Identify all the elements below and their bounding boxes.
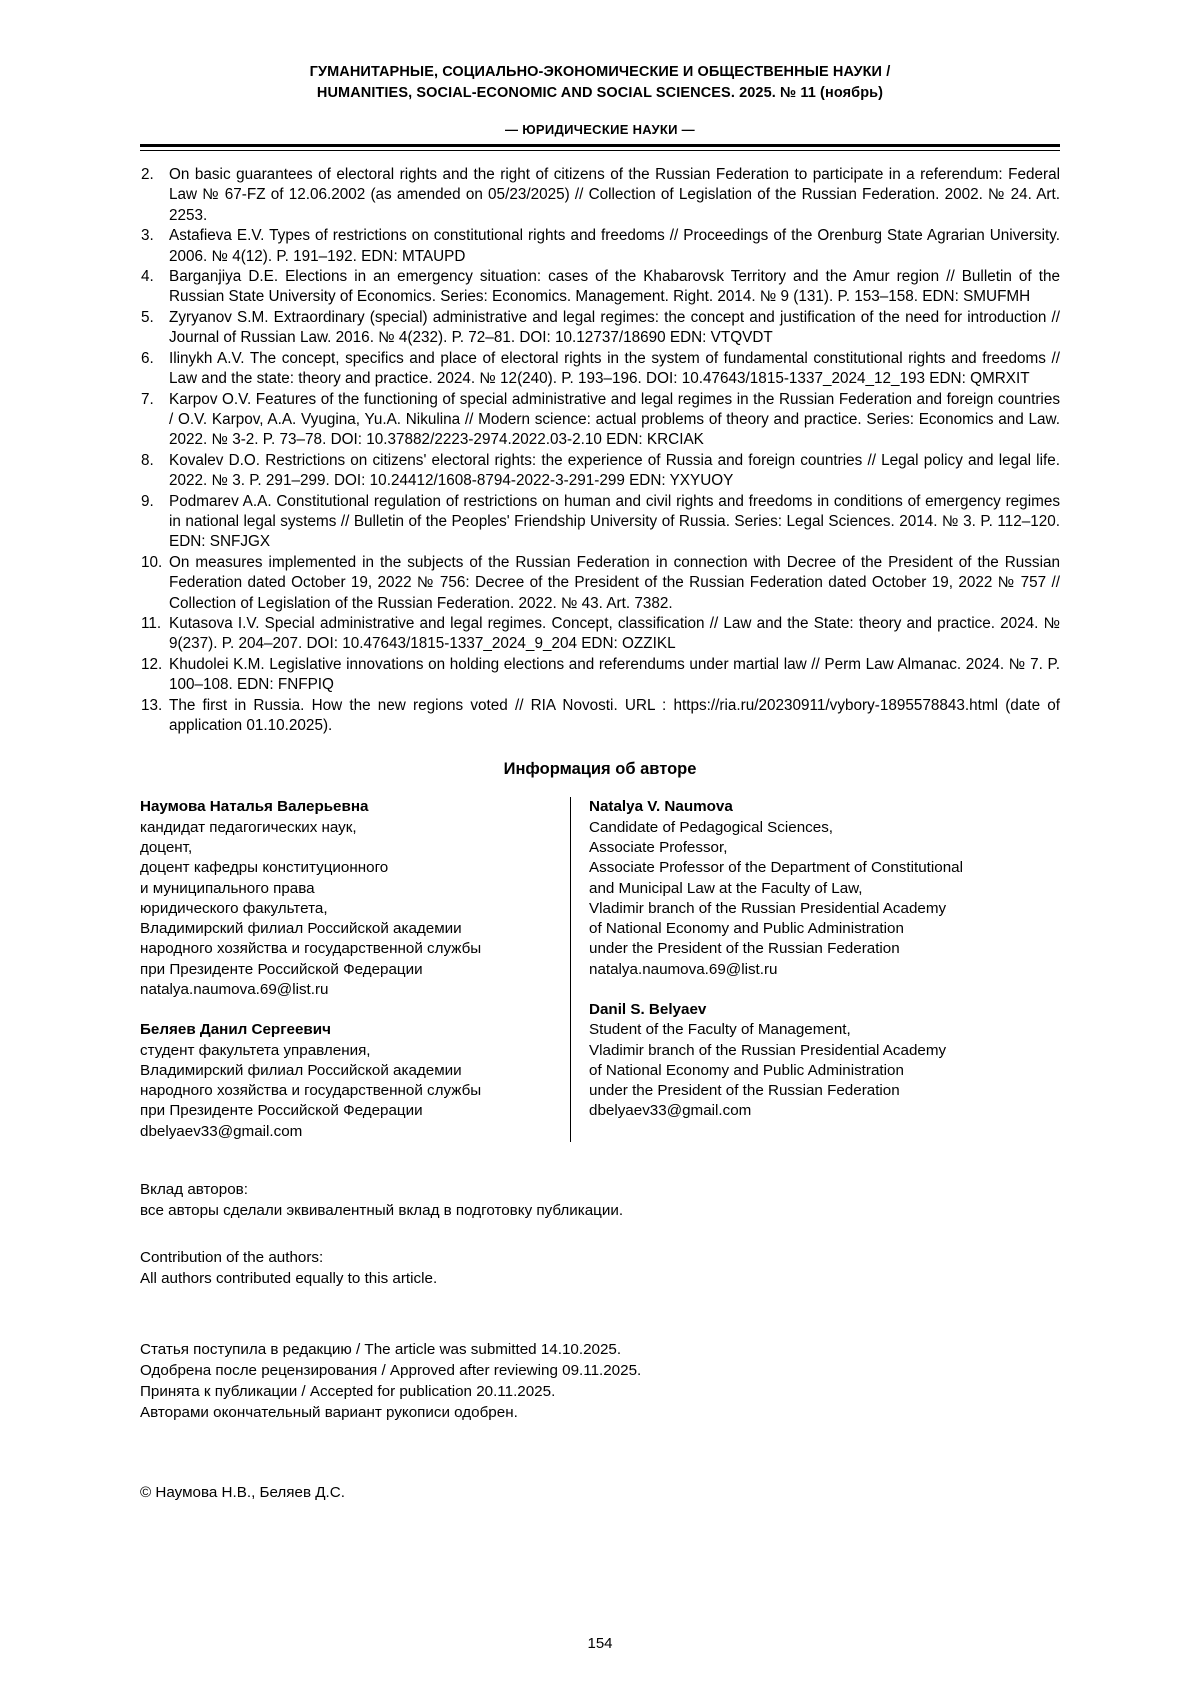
author-detail-line: of National Economy and Public Administration: [589, 1061, 904, 1079]
reference-number: 6.: [141, 349, 154, 367]
contribution-ru-title: Вклад авторов:: [140, 1180, 248, 1198]
date-accepted: Принята к публикации / Accepted for publication 20.11.2025.: [140, 1382, 556, 1400]
author-detail-line: народного хозяйства и государственной службы: [140, 940, 482, 958]
author-detail-line: under the President of the Russian Federation: [589, 1082, 900, 1100]
journal-header: [140, 62, 1060, 104]
section-heading: — ЮРИДИЧЕСКИЕ НАУКИ —: [505, 122, 695, 138]
reference-number: 3.: [141, 227, 154, 245]
reference-text: Karpov O.V. Features of the functioning of special administrative and legal regimes in the Russian Federation and foreign countries / O.V. Karpov, A.A. Vyugina, Yu.A. Nikulina // Modern science: actual problems of theory and practice. Series: Economics and Law. 2022. № 3-2. P. 73–78. DOI: 10.37882/2223-2974.2022.03-2.10 EDN: KRCIAK: [169, 390, 1060, 449]
reference-item: [140, 553, 1060, 614]
reference-item: [140, 165, 1060, 226]
author-name: Беляев Данил Сергеевич: [140, 1021, 331, 1039]
author-detail-line: and Municipal Law at the Faculty of Law,: [589, 879, 863, 897]
reference-text: Podmarev A.A. Constitutional regulation of restrictions on human and civil rights and freedoms in conditions of emergency regimes in national legal systems // Bulletin of the Peoples' Friendship University of Russia. Series: Legal Sciences. 2014. № 3. P. 112–120. EDN: SNFJGX: [169, 492, 1060, 551]
submission-dates: [140, 1340, 1060, 1424]
author-detail-line: Vladimir branch of the Russian Presidential Academy: [589, 899, 947, 917]
date-submitted: Статья поступила в редакцию / The article was submitted 14.10.2025.: [140, 1340, 622, 1358]
journal-title-en: HUMANITIES, SOCIAL-ECONOMIC AND SOCIAL SCIENCES. 2025. № 11 (ноябрь): [316, 85, 884, 102]
journal-title-ru: ГУМАНИТАРНЫЕ, СОЦИАЛЬНО-ЭКОНОМИЧЕСКИЕ И ОБЩЕСТВЕННЫЕ НАУКИ /: [309, 64, 891, 80]
reference-text: Khudolei K.M. Legislative innovations on holding elections and referendums under martial law // Perm Law Almanac. 2024. № 7. P. 100–108. EDN: FNFPIQ: [169, 655, 1060, 694]
author-detail-line: Владимирский филиал Российской академии: [140, 920, 462, 938]
reference-number: 11.: [141, 614, 162, 632]
author-email: dbelyaev33@gmail.com: [589, 1102, 752, 1120]
reference-item: [140, 308, 1060, 349]
author-detail-line: доцент кафедры конституционного: [140, 859, 389, 877]
reference-number: 9.: [141, 492, 154, 510]
reference-text: The first in Russia. How the new regions voted // RIA Novosti. URL : https://ria.ru/20230911/vybory-1895578843.html (date of application 01.10.2025).: [169, 696, 1060, 734]
date-approved: Одобрена после рецензирования / Approved after reviewing 09.11.2025.: [140, 1361, 642, 1379]
author-detail-line: при Президенте Российской Федерации: [140, 960, 423, 978]
contribution-en: [140, 1248, 1060, 1290]
reference-text: Ilinykh A.V. The concept, specifics and place of electoral rights in the system of fundamental constitutional rights and freedoms // Law and the state: theory and practice. 2024. № 12(240). P. 193–196. DOI: 10.47643/1815-1337_2024_12_193 EDN: QMRXIT: [169, 349, 1060, 388]
contribution-ru-text: все авторы сделали эквивалентный вклад в подготовку публикации.: [140, 1201, 624, 1219]
author-detail-line: Associate Professor of the Department of Constitutional: [589, 859, 963, 877]
reference-item: [140, 226, 1060, 267]
author-detail-line: юридического факультета,: [140, 899, 328, 917]
copyright-line: © Наумова Н.В., Беляев Д.С.: [140, 1483, 345, 1501]
reference-item: [140, 390, 1060, 451]
author-email: dbelyaev33@gmail.com: [140, 1122, 303, 1140]
reference-number: 8.: [141, 451, 154, 469]
author-detail-line: Student of the Faculty of Management,: [589, 1021, 851, 1039]
author-detail-line: при Президенте Российской Федерации: [140, 1102, 423, 1120]
manuscript-approval-note: Авторами окончательный вариант рукописи одобрен.: [140, 1403, 518, 1421]
contribution-en-title: Contribution of the authors:: [140, 1248, 324, 1266]
author-entry: [140, 797, 556, 1000]
reference-item: [140, 492, 1060, 553]
reference-item: [140, 267, 1060, 308]
reference-number: 4.: [141, 268, 154, 286]
page-number: 154: [587, 1635, 613, 1652]
reference-text: Kutasova I.V. Special administrative and legal regimes. Concept, classification // Law and the State: theory and practice. 2024. № 9(237). P. 204–207. DOI: 10.47643/1815-1337_2024_9_204 EDN: OZZIKL: [169, 614, 1060, 653]
author-info-block: [140, 797, 1060, 1142]
reference-text: Zyryanov S.M. Extraordinary (special) administrative and legal regimes: the concept and justification of the need for introduction // Journal of Russian Law. 2016. № 4(232). P. 72–81. DOI: 10.12737/18690 EDN: VTQVDT: [169, 308, 1060, 347]
author-entry: [140, 1020, 556, 1142]
author-detail-line: кандидат педагогических наук,: [140, 818, 357, 836]
author-detail-line: Vladimir branch of the Russian Presidential Academy: [589, 1041, 947, 1059]
author-detail-line: under the President of the Russian Federation: [589, 940, 900, 958]
column-divider: [570, 797, 571, 1142]
author-detail-line: Владимирский филиал Российской академии: [140, 1061, 462, 1079]
reference-text: Barganjiya D.E. Elections in an emergency situation: cases of the Khabarovsk Territory and the Amur region // Bulletin of the Russian State University of Economics. Series: Economics. Management. Right. 2014. № 9 (131). P. 153–158. EDN: SMUFMH: [169, 268, 1060, 306]
reference-text: On basic guarantees of electoral rights and the right of citizens of the Russian Federation to participate in a referendum: Federal Law № 67-FZ of 12.06.2002 (as amended on 05/23/2025) // Collection of Legislation of the Russian Federation. 2002. № 24. Art. 2253.: [169, 166, 1060, 224]
reference-number: 7.: [141, 390, 154, 408]
reference-item: [140, 614, 1060, 655]
reference-item: [140, 696, 1060, 737]
reference-number: 10.: [141, 553, 163, 571]
reference-text: Kovalev D.O. Restrictions on citizens' electoral rights: the experience of Russia and foreign countries // Legal policy and legal life. 2022. № 3. P. 291–299. DOI: 10.24412/1608-8794-2022-3-291-299 EDN: YXYUOY: [169, 451, 1060, 490]
reference-number: 2.: [141, 166, 154, 184]
author-detail-line: доцент,: [140, 838, 193, 856]
reference-number: 5.: [141, 308, 154, 326]
author-entry: [589, 1000, 1060, 1122]
contribution-ru: [140, 1180, 1060, 1222]
reference-text: On measures implemented in the subjects of the Russian Federation in connection with Decree of the President of the Russian Federation dated October 19, 2022 № 756: Decree of the President of the Russian Federation dated October 19, 2022 № 757 // Collection of Legislation of the Russian Federation. 2022. № 43. Art. 7382.: [169, 553, 1060, 612]
header-divider: [140, 144, 1060, 151]
reference-item: [140, 451, 1060, 492]
references-list: [140, 165, 1060, 736]
author-detail-line: Candidate of Pedagogical Sciences,: [589, 818, 834, 836]
author-email: natalya.naumova.69@list.ru: [140, 980, 329, 998]
author-detail-line: и муниципального права: [140, 879, 315, 897]
author-email: natalya.naumova.69@list.ru: [589, 960, 778, 978]
author-entry: [589, 797, 1060, 980]
author-column-ru: [140, 797, 570, 1142]
author-detail-line: Associate Professor,: [589, 838, 728, 856]
reference-item: [140, 349, 1060, 390]
reference-number: 13.: [141, 696, 163, 714]
reference-number: 12.: [141, 655, 163, 673]
author-name: Natalya V. Naumova: [589, 798, 733, 816]
author-info-title: Информация об авторе: [503, 760, 697, 779]
author-name: Danil S. Belyaev: [589, 1000, 707, 1018]
author-name: Наумова Наталья Валерьевна: [140, 798, 369, 816]
author-detail-line: студент факультета управления,: [140, 1041, 371, 1059]
contribution-en-text: All authors contributed equally to this article.: [140, 1269, 438, 1287]
reference-text: Astafieva E.V. Types of restrictions on constitutional rights and freedoms // Proceedings of the Orenburg State Agrarian University. 2006. № 4(12). P. 191–192. EDN: MTAUPD: [169, 227, 1060, 265]
author-detail-line: of National Economy and Public Administration: [589, 920, 904, 938]
reference-item: [140, 655, 1060, 696]
author-detail-line: народного хозяйства и государственной службы: [140, 1082, 482, 1100]
author-column-en: [589, 797, 1060, 1142]
